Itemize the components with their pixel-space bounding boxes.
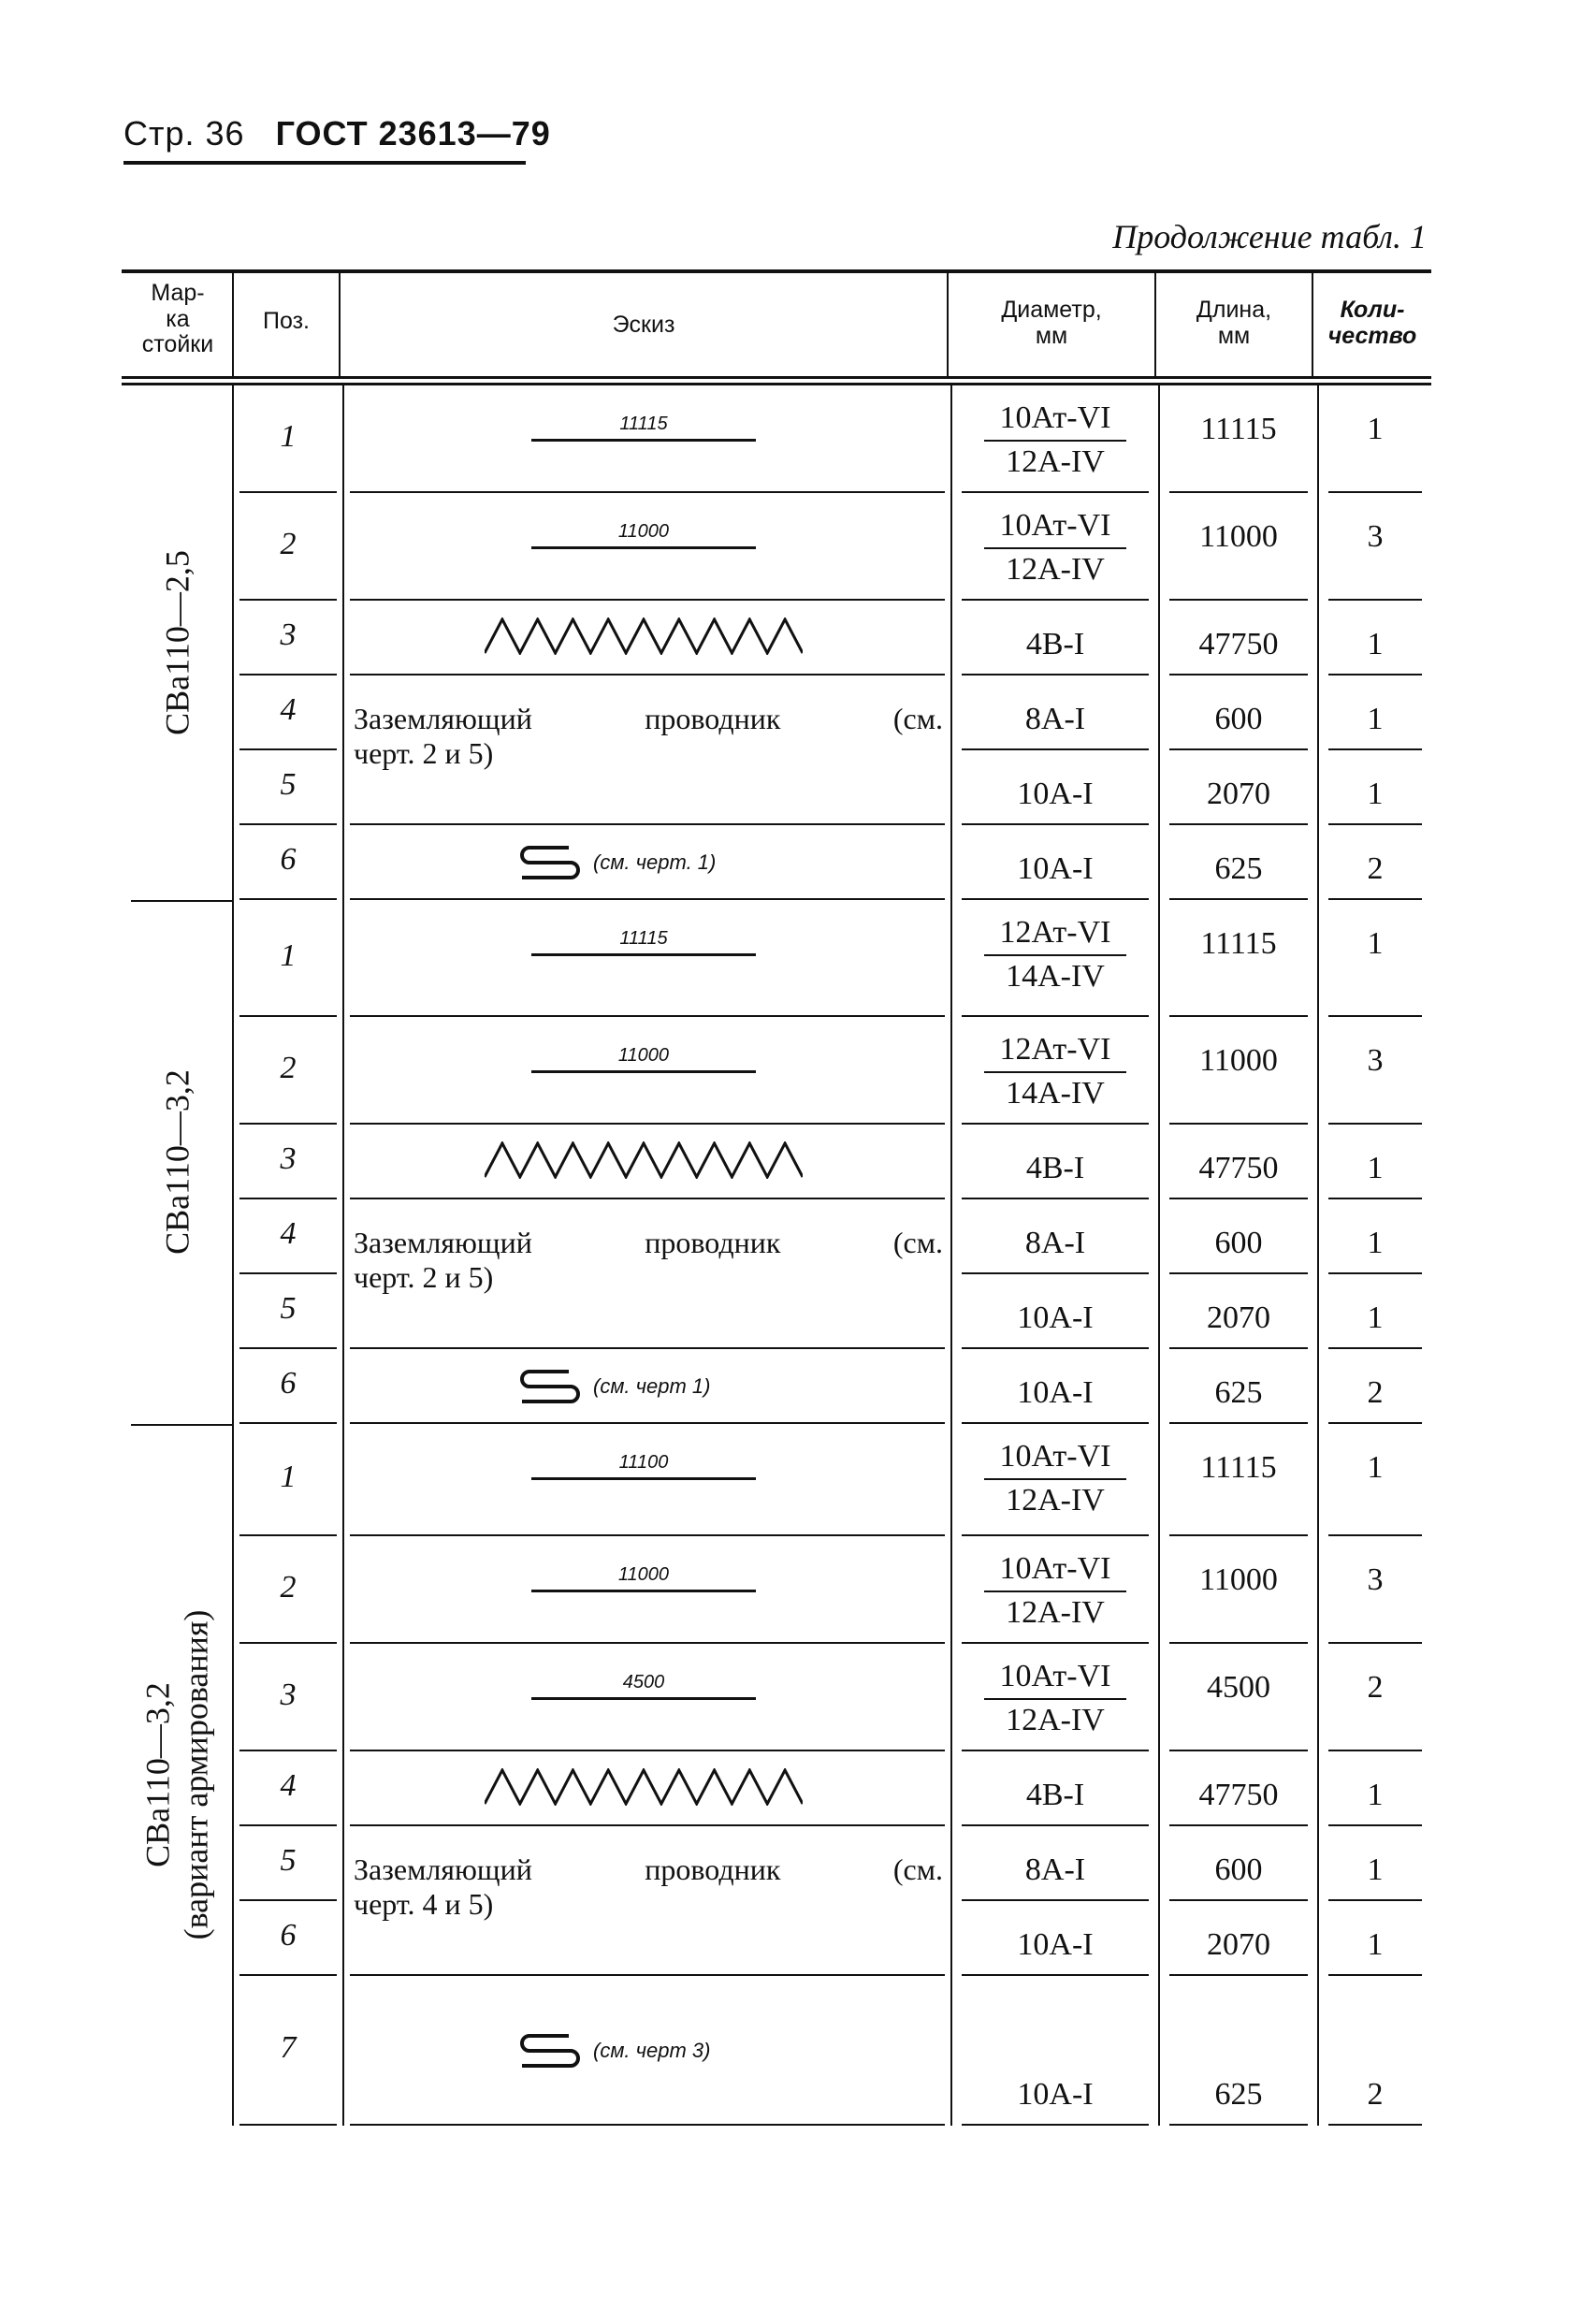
sketch-row-rule [350, 2124, 945, 2126]
ground-note-word: (см. [892, 702, 943, 735]
position-number: 7 [280, 2030, 297, 2065]
body-divider-pos [342, 385, 344, 2126]
length-row-rule [1169, 1750, 1308, 1751]
hook-bar-icon [513, 2030, 587, 2071]
position-number: 1 [280, 418, 297, 454]
bar-quantity: 1 [1367, 1927, 1384, 1962]
bar-length: 11000 [1199, 1043, 1278, 1078]
bar-sketch [531, 928, 756, 956]
page-number: Стр. 36 [123, 114, 245, 153]
length-row-rule [1169, 1272, 1308, 1274]
pos-row-rule [239, 1015, 337, 1017]
bar-diameter-alt: 14А-IV [1006, 958, 1105, 994]
drawing-reference: (см. черт 3) [593, 2039, 711, 2062]
ground-conductor-note [354, 1852, 943, 1922]
fraction-bar [984, 1478, 1126, 1480]
fraction-bar [984, 440, 1126, 442]
bar-quantity: 1 [1367, 1778, 1384, 1812]
length-row-rule [1169, 1123, 1308, 1125]
sketch-row-rule [350, 1974, 945, 1976]
ground-note-word: проводник [645, 702, 781, 735]
qty-row-rule [1328, 599, 1422, 601]
group-separator [131, 900, 232, 902]
ground-note-word: Заземляющий [354, 1852, 532, 1886]
stand-mark-subtitle: (вариант армирования) [178, 1609, 215, 1940]
qty-row-rule [1328, 1422, 1422, 1424]
sketch-row-rule [350, 674, 945, 675]
spiral-bar-sketch [485, 1141, 803, 1179]
qty-row-rule [1328, 1123, 1422, 1125]
col-header-mark: Мар- ка стойки [141, 280, 214, 357]
bar-length: 625 [1214, 1375, 1263, 1410]
ground-note-line [354, 1852, 943, 1887]
diameter-row-rule [962, 1974, 1149, 1976]
length-row-rule [1169, 1015, 1308, 1017]
sketch-row-rule [350, 1750, 945, 1751]
sketch-row-rule [350, 898, 945, 900]
pos-row-rule [239, 1642, 337, 1644]
qty-row-rule [1328, 1899, 1422, 1901]
diameter-row-rule [962, 898, 1149, 900]
diameter-row-rule [962, 2124, 1149, 2126]
bar-diameter-alt: 12А-IV [1006, 443, 1105, 479]
bar-length: 11000 [1199, 1562, 1278, 1597]
bar-length: 11000 [1199, 519, 1278, 554]
hook-bar-sketch [513, 1366, 711, 1407]
position-number: 2 [280, 526, 297, 561]
bar-quantity: 3 [1367, 1043, 1384, 1078]
bar-length: 625 [1214, 2077, 1263, 2112]
stand-mark-label [158, 550, 196, 735]
diameter-row-rule [962, 748, 1149, 750]
bar-diameter: 10А-I [1017, 851, 1094, 886]
bar-quantity: 1 [1367, 926, 1384, 961]
diameter-row-rule [962, 1123, 1149, 1125]
pos-row-rule [239, 1198, 337, 1199]
position-number: 2 [280, 1050, 297, 1085]
qty-row-rule [1328, 1534, 1422, 1536]
position-number: 5 [280, 1843, 297, 1878]
length-row-rule [1169, 823, 1308, 825]
ground-note-ref: черт. 2 и 5) [354, 1259, 494, 1294]
ground-note-ref: черт. 2 и 5) [354, 735, 494, 770]
bar-line [531, 439, 756, 442]
sketch-row-rule [350, 1642, 945, 1644]
pos-row-rule [239, 1272, 337, 1274]
hook-bar-sketch [513, 842, 716, 883]
bar-line [531, 1070, 756, 1073]
length-row-rule [1169, 674, 1308, 675]
spiral-bar-sketch [485, 617, 803, 655]
qty-row-rule [1328, 1974, 1422, 1976]
bar-diameter-fraction [971, 506, 1139, 589]
bar-quantity: 1 [1367, 412, 1384, 446]
pos-row-rule [239, 1824, 337, 1826]
bar-line [531, 1697, 756, 1700]
bar-line [531, 1590, 756, 1592]
hook-shape [522, 2036, 578, 2066]
hook-bar-icon [513, 1366, 587, 1407]
ground-note-ref: черт. 4 и 5) [354, 1886, 494, 1921]
diameter-row-rule [962, 1642, 1149, 1644]
sketch-row-rule [350, 1015, 945, 1017]
stand-mark: СВа110—3,2 [138, 1682, 177, 1867]
bar-diameter: 4В-I [1025, 627, 1085, 661]
qty-row-rule [1328, 1015, 1422, 1017]
diameter-row-rule [962, 1750, 1149, 1751]
position-number: 1 [280, 1460, 297, 1494]
hook-bar-icon [513, 842, 587, 883]
dimension-label: 11115 [619, 414, 668, 434]
bar-quantity: 1 [1367, 627, 1384, 661]
spiral-bar [485, 1768, 803, 1810]
bar-diameter: 10А-I [1017, 1927, 1094, 1962]
bar-sketch [531, 414, 756, 442]
qty-row-rule [1328, 823, 1422, 825]
bar-diameter-main: 10Ат-VI [999, 1439, 1111, 1474]
bar-diameter-main: 10Ат-VI [999, 508, 1111, 543]
bar-quantity: 1 [1367, 702, 1384, 736]
bar-line [531, 546, 756, 549]
length-row-rule [1169, 748, 1308, 750]
qty-row-rule [1328, 491, 1422, 493]
ground-note-word: Заземляющий [354, 702, 532, 735]
position-number: 3 [280, 1677, 297, 1712]
sketch-row-rule [350, 1123, 945, 1125]
sketch-row-rule [350, 599, 945, 601]
group-separator [131, 1424, 232, 1426]
bar-diameter-fraction [971, 1437, 1139, 1520]
bar-quantity: 3 [1367, 519, 1384, 554]
bar-diameter: 4В-I [1025, 1778, 1085, 1812]
dimension-label: 4500 [622, 1672, 665, 1692]
bar-quantity: 1 [1367, 1450, 1384, 1485]
position-number: 6 [280, 842, 297, 877]
ground-note-word: проводник [645, 1226, 781, 1259]
bar-diameter-fraction [971, 913, 1139, 996]
qty-row-rule [1328, 1198, 1422, 1199]
ground-note-word: Заземляющий [354, 1226, 532, 1259]
bar-quantity: 2 [1367, 2077, 1384, 2112]
bar-length: 47750 [1198, 1151, 1279, 1185]
bar-sketch [531, 1672, 756, 1700]
bar-diameter-alt: 12А-IV [1006, 1594, 1105, 1630]
bar-diameter-alt: 12А-IV [1006, 1482, 1105, 1518]
qty-row-rule [1328, 674, 1422, 675]
length-row-rule [1169, 1347, 1308, 1349]
position-number: 5 [280, 1291, 297, 1326]
fraction-bar [984, 547, 1126, 549]
length-row-rule [1169, 1198, 1308, 1199]
diameter-row-rule [962, 491, 1149, 493]
bar-length: 600 [1214, 1226, 1263, 1260]
diameter-row-rule [962, 674, 1149, 675]
stand-mark: СВа110—3,2 [158, 1069, 196, 1255]
spiral-bar-sketch [485, 1768, 803, 1806]
col-header-qty: Коли- чество [1327, 297, 1417, 349]
bar-line [531, 1477, 756, 1480]
zigzag-line [485, 619, 803, 653]
bar-quantity: 1 [1367, 1226, 1384, 1260]
bar-diameter-fraction [971, 1657, 1139, 1740]
zigzag-line [485, 1770, 803, 1804]
bar-diameter: 8А-I [1024, 1226, 1086, 1260]
bar-quantity: 1 [1367, 1852, 1384, 1887]
sketch-row-rule [350, 1824, 945, 1826]
length-row-rule [1169, 1899, 1308, 1901]
position-number: 4 [280, 692, 297, 727]
bar-length: 2070 [1207, 1927, 1270, 1962]
length-row-rule [1169, 2124, 1308, 2126]
diameter-row-rule [962, 1422, 1149, 1424]
qty-row-rule [1328, 1347, 1422, 1349]
ground-conductor-note [354, 702, 943, 771]
qty-row-rule [1328, 1272, 1422, 1274]
bar-diameter-main: 10Ат-VI [999, 1551, 1111, 1586]
spiral-bar [485, 617, 803, 660]
bar-quantity: 2 [1367, 1670, 1384, 1705]
bar-diameter-fraction [971, 1549, 1139, 1633]
sketch-row-rule [350, 491, 945, 493]
position-number: 4 [280, 1768, 297, 1803]
sketch-row-rule [350, 823, 945, 825]
header-bottom-rule [122, 376, 1431, 379]
ground-note-line [354, 1226, 943, 1260]
bar-diameter: 8А-I [1024, 702, 1086, 736]
length-row-rule [1169, 1642, 1308, 1644]
qty-row-rule [1328, 1824, 1422, 1826]
sketch-row-rule [350, 1422, 945, 1424]
bar-sketch [531, 521, 756, 549]
col-header-sketch: Эскиз [612, 312, 675, 338]
length-row-rule [1169, 599, 1308, 601]
qty-row-rule [1328, 748, 1422, 750]
bar-diameter: 10А-I [1017, 1375, 1094, 1410]
bar-quantity: 1 [1367, 777, 1384, 811]
bar-length: 600 [1214, 702, 1263, 736]
dimension-label: 11000 [617, 521, 670, 542]
diameter-row-rule [962, 1899, 1149, 1901]
pos-row-rule [239, 1123, 337, 1125]
bar-diameter-alt: 14А-IV [1006, 1075, 1105, 1111]
bar-length: 2070 [1207, 1300, 1270, 1335]
position-number: 2 [280, 1569, 297, 1605]
pos-row-rule [239, 1534, 337, 1536]
bar-length: 11115 [1200, 1450, 1277, 1485]
bar-sketch [531, 1045, 756, 1073]
drawing-reference: (см. черт. 1) [593, 850, 717, 874]
pos-row-rule [239, 1974, 337, 1976]
page-header [123, 114, 551, 153]
bar-diameter-alt: 12А-IV [1006, 551, 1105, 587]
table-top-rule [122, 269, 1431, 273]
fraction-bar [984, 954, 1126, 956]
drawing-reference: (см. черт 1) [593, 1374, 711, 1398]
pos-row-rule [239, 491, 337, 493]
bar-quantity: 2 [1367, 1375, 1384, 1410]
bar-quantity: 1 [1367, 1300, 1384, 1335]
bar-length: 11115 [1200, 926, 1277, 961]
qty-row-rule [1328, 2124, 1422, 2126]
sketch-row-rule [350, 1534, 945, 1536]
dimension-label: 11000 [617, 1564, 670, 1585]
sketch-row-rule [350, 1347, 945, 1349]
col-header-length: Длина, мм [1196, 297, 1272, 349]
fraction-bar [984, 1590, 1126, 1592]
pos-row-rule [239, 2124, 337, 2126]
qty-row-rule [1328, 1642, 1422, 1644]
length-row-rule [1169, 1422, 1308, 1424]
pos-row-rule [239, 898, 337, 900]
length-row-rule [1169, 1824, 1308, 1826]
bar-sketch [531, 1564, 756, 1592]
header-bottom-rule-2 [122, 383, 1431, 385]
bar-length: 11115 [1200, 412, 1277, 446]
diameter-row-rule [962, 1272, 1149, 1274]
zigzag-line [485, 1143, 803, 1177]
diameter-row-rule [962, 1824, 1149, 1826]
pos-row-rule [239, 823, 337, 825]
diameter-row-rule [962, 1347, 1149, 1349]
length-row-rule [1169, 491, 1308, 493]
hook-shape [522, 1372, 578, 1402]
diameter-row-rule [962, 599, 1149, 601]
bar-length: 47750 [1198, 1778, 1279, 1812]
pos-row-rule [239, 748, 337, 750]
pos-row-rule [239, 1347, 337, 1349]
ground-note-word: проводник [645, 1852, 781, 1886]
position-number: 3 [280, 1141, 297, 1176]
bar-diameter-fraction [971, 399, 1139, 482]
qty-row-rule [1328, 1750, 1422, 1751]
bar-diameter-fraction [971, 1030, 1139, 1113]
position-number: 5 [280, 767, 297, 802]
ground-note-word: (см. [892, 1226, 943, 1259]
stand-mark-label [139, 1610, 217, 1940]
bar-length: 600 [1214, 1852, 1263, 1887]
pos-row-rule [239, 1750, 337, 1751]
col-header-diameter: Диаметр, мм [1001, 297, 1102, 349]
pos-row-rule [239, 674, 337, 675]
bar-length: 625 [1214, 851, 1263, 886]
position-number: 6 [280, 1918, 297, 1953]
sketch-row-rule [350, 1198, 945, 1199]
table-continuation-label: Продолжение табл. 1 [1112, 218, 1427, 255]
bar-length: 4500 [1207, 1670, 1270, 1705]
position-number: 3 [280, 617, 297, 652]
bar-diameter-main: 12Ат-VI [999, 1032, 1111, 1067]
diameter-row-rule [962, 1198, 1149, 1199]
position-number: 1 [280, 937, 297, 973]
ground-conductor-note [354, 1226, 943, 1295]
pos-row-rule [239, 1899, 337, 1901]
bar-quantity: 1 [1367, 1151, 1384, 1185]
fraction-bar [984, 1071, 1126, 1073]
pos-row-rule [239, 1422, 337, 1424]
hook-shape [522, 848, 578, 878]
spiral-bar [485, 1141, 803, 1184]
bar-quantity: 3 [1367, 1562, 1384, 1597]
hook-bar-sketch [513, 2030, 711, 2071]
position-number: 4 [280, 1216, 297, 1251]
qty-row-rule [1328, 898, 1422, 900]
ground-note-word: (см. [892, 1852, 943, 1886]
bar-diameter: 8А-I [1024, 1852, 1086, 1887]
bar-diameter: 10А-I [1017, 777, 1094, 811]
bar-diameter: 10А-I [1017, 1300, 1094, 1335]
bar-length: 47750 [1198, 627, 1279, 661]
dimension-label: 11000 [617, 1045, 670, 1066]
length-row-rule [1169, 1534, 1308, 1536]
position-number: 6 [280, 1366, 297, 1401]
diameter-row-rule [962, 1534, 1149, 1536]
bar-diameter-alt: 12А-IV [1006, 1702, 1105, 1737]
bar-diameter: 10А-I [1017, 2077, 1094, 2112]
ground-note-line [354, 702, 943, 736]
dimension-label: 11100 [618, 1452, 669, 1473]
header-rule [123, 161, 526, 165]
bar-diameter-main: 10Ат-VI [999, 1659, 1111, 1693]
bar-sketch [531, 1452, 756, 1480]
length-row-rule [1169, 1974, 1308, 1976]
bar-diameter-main: 10Ат-VI [999, 400, 1111, 435]
col-header-pos: Поз. [263, 308, 310, 334]
length-row-rule [1169, 898, 1308, 900]
standard-number: ГОСТ 23613—79 [275, 114, 551, 153]
bar-diameter-main: 12Ат-VI [999, 915, 1111, 950]
stand-mark-label [158, 1069, 196, 1255]
bar-diameter: 4В-I [1025, 1151, 1085, 1185]
stand-mark: СВа110—2,5 [158, 550, 196, 735]
diameter-row-rule [962, 1015, 1149, 1017]
fraction-bar [984, 1698, 1126, 1700]
bar-quantity: 2 [1367, 851, 1384, 886]
dimension-label: 11115 [619, 928, 668, 949]
pos-row-rule [239, 599, 337, 601]
bar-line [531, 953, 756, 956]
bar-length: 2070 [1207, 777, 1270, 811]
diameter-row-rule [962, 823, 1149, 825]
